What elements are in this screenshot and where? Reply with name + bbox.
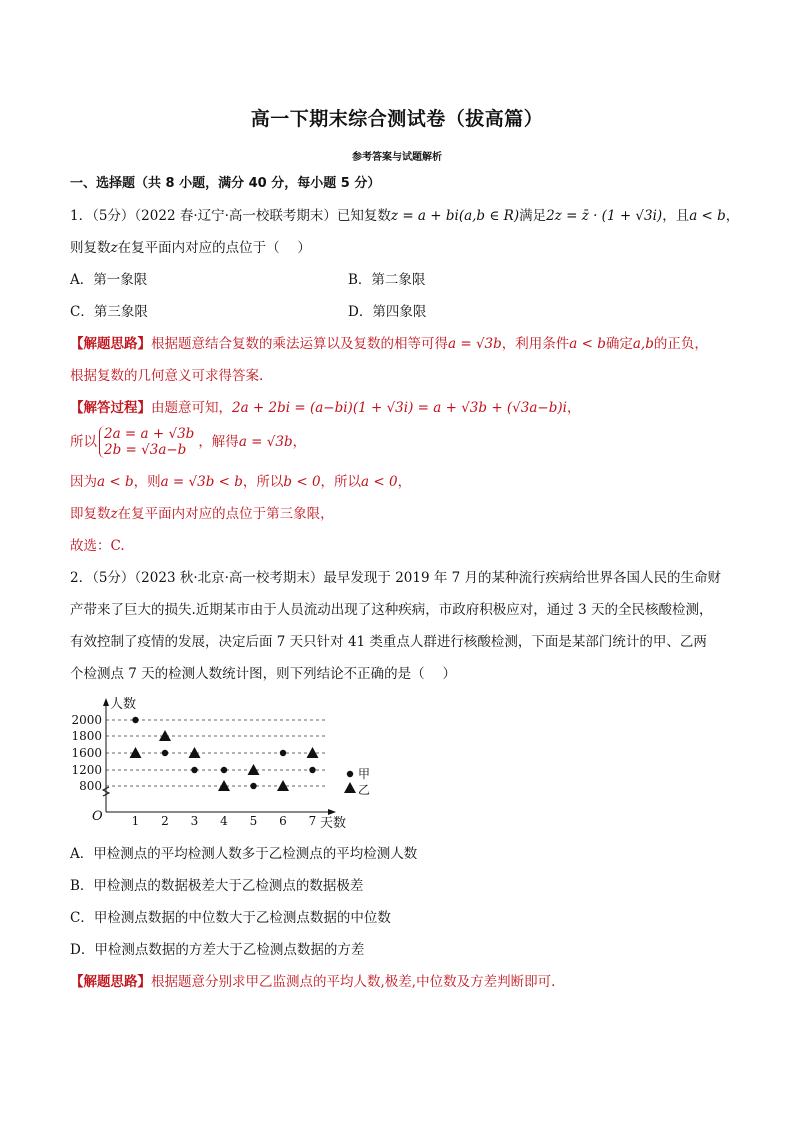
q1-idea-d: 的正负，	[653, 336, 708, 352]
page-title: 高一下期末综合测试卷（拔高篇）	[250, 108, 544, 130]
section-heading: 一、选择题（共 8 小题，满分 40 分，每小题 5 分）	[70, 176, 381, 191]
point-乙	[189, 747, 201, 758]
q1-answer: 故选：C.	[70, 538, 125, 554]
point-乙	[277, 780, 289, 791]
q1-sys-eq2: 2b = √3a−b	[104, 442, 187, 458]
x-tick-label: 3	[190, 814, 199, 828]
q1-l3m3: b < 0	[283, 474, 321, 490]
q1-sys-eq1: 2a = a + √3b	[104, 426, 195, 442]
q1-idea-line1	[70, 334, 750, 354]
q1-l3m4: a < 0	[361, 474, 398, 490]
point-甲	[250, 783, 256, 789]
q1-option-c: C．第三象限	[70, 304, 148, 320]
q2-chart	[66, 694, 376, 834]
q2-option-d: D．甲检测点数据的方差大于乙检测点数据的方差	[70, 942, 365, 958]
y-axis-label: 人数	[110, 697, 137, 712]
q2-option-c: C．甲检测点数据的中位数大于乙检测点数据的中位数	[70, 910, 391, 926]
point-甲	[162, 750, 168, 756]
q1-sys-mid: ，解得	[198, 434, 239, 450]
q1-stem-math2: 2z = z̄ · (1 + √3i)	[546, 208, 663, 224]
q1-proc-a: 由题意可知，	[151, 400, 232, 416]
q2-option-b: B．甲检测点的数据极差大于乙检测点的数据极差	[70, 878, 364, 894]
point-乙	[307, 747, 319, 758]
point-甲	[221, 767, 227, 773]
point-乙	[159, 730, 171, 741]
y-tick-label: 1600	[71, 746, 102, 760]
q1-idea-tag: 【解题思路】	[70, 336, 151, 352]
y-axis-break	[103, 787, 109, 796]
q1-idea-b: ，利用条件	[501, 336, 570, 352]
q1-l3c: ，所以	[242, 474, 284, 490]
q1-stem-text2: 满足	[519, 208, 547, 224]
q1-option-d: D．第四象限	[348, 304, 427, 320]
legend-marker-triangle	[344, 782, 356, 793]
point-乙	[248, 764, 260, 775]
q1-idea-c: 确定	[605, 336, 633, 352]
q2-stem-line4: 个检测点 7 天的检测人数统计图，则下列结论不正确的是（ ）	[70, 666, 456, 682]
q1-idea-m3: a,b	[632, 336, 654, 352]
q1-stem-math: z = a + bi(a,b ∈ R)	[390, 208, 520, 224]
y-axis-arrow	[103, 698, 109, 706]
q1-sys-post: ，	[292, 434, 307, 450]
y-tick-label: 1800	[71, 729, 102, 743]
q1-option-b: B．第二象限	[348, 272, 426, 288]
x-axis-arrow	[328, 809, 336, 815]
legend-marker-circle	[347, 771, 353, 777]
q2-option-a: A．甲检测点的平均检测人数多于乙检测点的平均检测人数	[70, 846, 418, 862]
point-甲	[132, 717, 138, 723]
q1-process-line4	[70, 504, 750, 524]
q1-stem-text4: ，	[725, 208, 740, 224]
legend-label: 甲	[358, 767, 371, 781]
x-tick-label: 7	[308, 814, 317, 828]
q2-stem-line3: 有效控制了疫情的发展，决定后面 7 天只针对 41 类重点人群进行核酸检测，下面是某部门统计的甲、乙两	[70, 634, 707, 650]
x-axis-label: 天数	[320, 816, 347, 831]
q1-stem-text3: ，且	[662, 208, 690, 224]
q1-process-line3	[70, 472, 750, 492]
y-tick-label: 800	[79, 779, 102, 793]
q2-idea-tag: 【解题思路】	[70, 974, 151, 990]
point-甲	[191, 767, 197, 773]
q1-sys-m: a = √3b	[238, 434, 293, 450]
origin-label: O	[92, 809, 103, 824]
q1-stem-math3: a < b	[689, 208, 726, 224]
q1-stem-text: 1．（5分）（2022 春·辽宁·高一校联考期末）已知复数	[70, 208, 391, 224]
q1-stem-l2m: z	[110, 240, 118, 256]
q1-stem-l2b: 在复平面内对应的点位于（ ）	[117, 240, 311, 256]
q1-proc-m1: 2a + 2bi = (a−bi)(1 + √3i) = a + √3b + (√3a−b)i	[232, 400, 567, 416]
x-tick-label: 4	[220, 814, 228, 828]
q1-stem-l2a: 则复数	[70, 240, 111, 256]
point-乙	[218, 780, 230, 791]
q1-idea-m2: a < b	[569, 336, 606, 352]
q2-stem-line2: 产带来了巨大的损失.近期某市由于人员流动出现了这种疾病，市政府积极应对，通过 3 天的全民核酸检测，	[70, 602, 713, 618]
x-tick-label: 2	[161, 814, 169, 828]
y-tick-label: 2000	[71, 713, 102, 727]
q1-l4m: z	[110, 506, 118, 522]
q1-l3m2: a = √3b < b	[160, 474, 243, 490]
q1-l4b: 在复平面内对应的点位于第三象限，	[117, 506, 334, 522]
q2-idea-line	[70, 972, 750, 992]
q1-process-line1	[70, 398, 750, 418]
x-tick-label: 6	[279, 814, 287, 828]
point-甲	[309, 767, 315, 773]
q1-idea-a: 根据题意结合复数的乘法运算以及复数的相等可得	[151, 336, 448, 352]
q1-l3e: ，	[397, 474, 412, 490]
q1-sys-pre: 所以	[70, 434, 97, 450]
q1-l3d: ，所以	[320, 474, 362, 490]
q1-l3a: 因为	[70, 474, 97, 490]
legend-label: 乙	[358, 783, 371, 797]
q1-process-tag: 【解答过程】	[70, 400, 151, 416]
q1-proc-b: ，	[566, 400, 581, 416]
q2-stem-line1: 2．（5分）（2023 秋·北京·高一校考期末）最早发现于 2019 年 7 月的某种流行疾病给世界各国人民的生命财	[70, 570, 722, 586]
q1-stem-line1	[70, 206, 750, 226]
x-tick-label: 1	[131, 814, 140, 828]
q1-idea-m1: a = √3b	[448, 336, 502, 352]
x-tick-label: 5	[249, 814, 258, 828]
y-tick-label: 1200	[71, 763, 102, 777]
q1-stem-line2	[70, 238, 750, 258]
point-乙	[130, 747, 142, 758]
q1-equation-system	[99, 426, 194, 458]
q1-system-line	[70, 426, 750, 458]
q2-idea-text: 根据题意分别求甲乙监测点的平均人数,极差,中位数及方差判断即可.	[151, 974, 556, 990]
q1-option-a: A．第一象限	[70, 272, 148, 288]
page-subtitle: 参考答案与试题解析	[352, 152, 442, 163]
q1-l4a: 即复数	[70, 506, 111, 522]
q1-l3m1: a < b	[97, 474, 134, 490]
q1-idea-line2: 根据复数的几何意义可求得答案.	[70, 368, 264, 384]
point-甲	[280, 750, 286, 756]
q1-l3b: ，则	[133, 474, 161, 490]
